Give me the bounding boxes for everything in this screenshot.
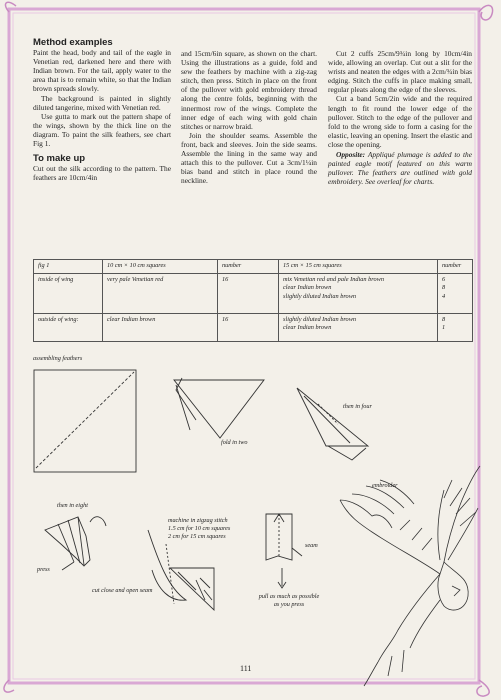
paragraph: The background is painted in slightly diluted tangerine, mixed with Venetian red.: [33, 93, 171, 112]
square-feather-drawing: [34, 370, 136, 472]
fold-line: [36, 372, 134, 468]
paragraph: Cut 2 cuffs 25cm/9¾in long by 10cm/4in wide, allowing an overlap. Cut out a slit for the wrists and neaten the edges with a 2cm/¾in bias edging. Stitch the cuffs in place making small, regular pleats along the edge of the sleeves.: [328, 49, 472, 95]
caption-label: Opposite:: [336, 150, 366, 160]
table-cell: mix Venetian red and pale Indian brown clear Indian brown slightly diluted Indian brown: [279, 273, 438, 313]
table-cell: 8 1: [438, 313, 473, 341]
heading-method-examples: Method examples: [33, 37, 113, 48]
paragraph: Paint the head, body and tail of the eagle in Venetian red, darkened here and there with Indian brown. For the tail, apply water to the area that is to remain white, so that the Indian brown spreads slowly.: [33, 48, 171, 94]
label-machine-stitch: [168, 517, 230, 541]
label-machine-line: 2 cm for 15 cm squares: [168, 533, 226, 540]
press-seam-drawing: [266, 514, 302, 588]
table-cell: 16: [218, 313, 279, 341]
table-cell: clear Indian brown: [103, 313, 218, 341]
table-cell: outside of wing:: [34, 313, 103, 341]
label-seam: seam: [305, 542, 318, 549]
table-cell: inside of wing: [34, 273, 103, 313]
label-pull: [255, 593, 323, 609]
table-cell: 16: [218, 273, 279, 313]
label-pull-line: as you press: [273, 601, 305, 608]
table-cell: 15 cm × 15 cm squares: [279, 260, 438, 274]
heading-to-make-up: To make up: [33, 153, 86, 165]
diagram-title: assembling feathers: [33, 355, 83, 362]
label-then-in-four: then in four: [343, 403, 372, 410]
label-press: press: [37, 566, 50, 573]
page-number: 111: [240, 664, 252, 673]
caption-text: Appliqué plumage is added to the painted eagle motif featured on this warm pullover. The feathers are outlined with gold embroidery. See overleaf for charts.: [328, 150, 472, 187]
cut-seam-drawing: [148, 530, 186, 604]
fold-in-eight-drawing: [45, 517, 106, 570]
table-cell: number: [218, 260, 279, 274]
label-cut-close: cut close and open seam: [92, 587, 153, 594]
paragraph: Cut a band 5cm/2in wide and the required length to fit round the lower edge of the pullover. Stitch to the edge of the pullover and fold to the wrong side to form a casing for the elastic, leaving an opening. Insert the elastic and close the opening.: [328, 94, 472, 149]
label-then-in-eight: then in eight: [57, 502, 88, 509]
table-cell: 10 cm × 10 cm squares: [103, 260, 218, 274]
table-cell: slightly diluted Indian brown clear Indian brown: [279, 313, 438, 341]
paragraph: Use gutta to mark out the pattern shape of the wings, shown by the thick line on the diagram. To paint the silk feathers, see chart Fig 1.: [33, 111, 171, 149]
fold-in-two-drawing: [174, 378, 264, 438]
label-machine-line: 1.5 cm for 10 cm squares: [168, 525, 231, 532]
paragraph: Cut out the silk according to the pattern. The feathers are 10cm/4in: [33, 164, 171, 183]
table-cell: number: [438, 260, 473, 274]
table-cell: fig 1: [34, 260, 103, 274]
label-embroider: embroider: [372, 482, 398, 489]
fold-in-four-drawing: [297, 388, 368, 460]
paragraph: Join the shoulder seams. Assemble the front, back and sleeves. Join the side seams. Assemble the lining in the same way and attach this to the pullover. Cut a 3cm/1¼in bias band and stitch in place round the neckline.: [181, 130, 317, 186]
paragraph: and 15cm/6in square, as shown on the chart. Using the illustrations as a guide, fold and sew the feathers by machine with a zig-zag stitch, then press. Stitch in place on the front of the pullover with gold embroidery thread along the centre folds, beginning with the innermost row of the wings. Complete the inner edge of each wing with gold chain stitches or narrow braid.: [181, 49, 317, 131]
eagle-drawing: [340, 466, 480, 686]
table-cell: 6 8 4: [438, 273, 473, 313]
label-fold-in-two: fold in two: [221, 439, 248, 446]
machine-stitch-drawing: [170, 568, 214, 610]
label-machine-line: machine in zigzag stitch: [168, 517, 228, 524]
table-cell: very pale Venetian red: [103, 273, 218, 313]
label-pull-line: pull as much as possible: [258, 593, 320, 600]
